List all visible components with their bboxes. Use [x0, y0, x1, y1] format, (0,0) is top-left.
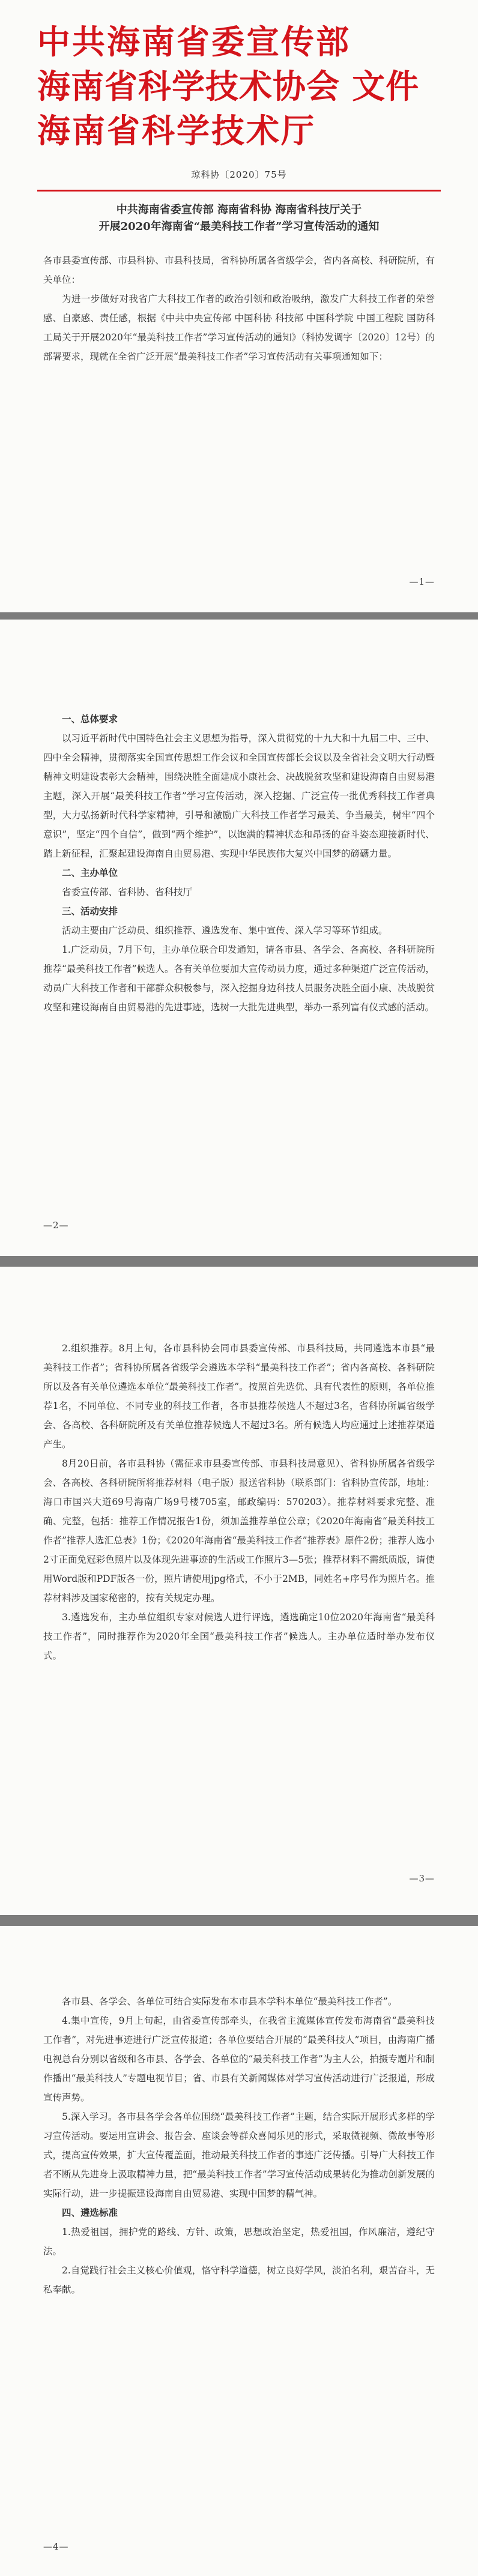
document-page-1	[0, 0, 478, 612]
paragraph: 以习近平新时代中国特色社会主义思想为指导，深入贯彻党的十九大和十九届二中、三中、四中全会精神，贯彻落实全国宣传思想工作会议和全国宣传部长会议以及全省社会文明大行动暨精神文明建设表彰大会精神，围绕决胜全面建成小康社会、决战脱贫攻坚和建设海南自由贸易港主题，深入开展“最美科技工作者”学习宣传活动，深入挖掘、广泛宣传一批优秀科技工作者典型，大力弘扬新时代科学家精神，引导和激励广大科技工作者学习最美、争当最美，树牢“四个意识”，坚定“四个自信”，做到“两个维护”，以饱满的精神状态和昂扬的奋斗姿态迎接新时代、踏上新征程，汇聚起建设海南自由贸易港、实现中华民族伟大复兴中国梦的磅礴力量。	[43, 733, 435, 859]
title-line-2: 开展2020年海南省“最美科技工作者”学习宣传活动的通知	[98, 220, 380, 233]
document-number: 琼科协〔2020〕75号	[191, 169, 287, 180]
page-number: —4—	[43, 2541, 69, 2552]
paragraph: 各市县、各学会、各单位可结合实际发布本市县本学科本单位“最美科技工作者”。	[62, 1996, 398, 2007]
issuer-line-1: 中共海南省委宣传部	[37, 23, 351, 61]
page-number: —3—	[409, 1873, 435, 1884]
page3-body	[43, 1339, 435, 1665]
paragraph: 省委宣传部、省科协、省科技厅	[62, 887, 193, 897]
page2-body	[43, 710, 435, 1017]
paragraph: 活动主要由广泛动员、组织推荐、遴选发布、集中宣传、深入学习等环节组成。	[62, 925, 388, 936]
paragraph: 3.遴选发布，主办单位组织专家对候选人进行评选，遴选确定10位2020年海南省“最美科技工作者”，同时推荐作为2020年全国“最美科技工作者”候选人。主办单位适时举办发布仪式。	[43, 1612, 435, 1661]
document-page-2	[0, 620, 478, 1256]
page1-body	[43, 251, 435, 366]
page-number: —1—	[409, 576, 435, 587]
paragraph: 2.组织推荐。8月上旬，各市县科协会同市县委宣传部、市县科技局，共同遴选本市县“最美科技工作者”；省科协所属各省级学会遴选本学科“最美科技工作者”；省内各高校、各科研院所以及各有关单位遴选本单位“最美科技工作者”。按照首先选优、具有代表性的原则，各单位推荐1名，不同单位、不同专业的科技工作者，各市县推荐候选人不超过3名，省科协所属省级学会、各高校、各科研院所及有关单位推荐候选人不超过3名。所有候选人均应通过上述推荐渠道产生。	[43, 1343, 435, 1450]
section-heading: 四、遴选标准	[62, 2207, 118, 2218]
issuer-line-3: 海南省科学技术厅	[37, 112, 316, 150]
paragraph: 5.深入学习。各市县各学会各单位围绕“最美科技工作者”主题，结合实际开展形式多样的学习宣传活动。要运用宣讲会、报告会、座谈会等群众喜闻乐见的形式，采取微视频、微故事等形式，提高宣传效果，扩大宣传覆盖面，推动最美科技工作者的事迹广泛传播。引导广大科技工作者不断从先进身上汲取精神力量，把“最美科技工作者”学习宣传活动成果转化为推动创新发展的实际行动，进一步提振建设海南自由贸易港、实现中国梦的精气神。	[43, 2111, 435, 2199]
document-page-3	[0, 1267, 478, 1915]
page4-body	[43, 1992, 435, 2299]
paragraph: 8月20日前，各市县科协（需征求市县委宣传部、市县科技局意见）、省科协所属各省级学会、各高校、各科研院所将推荐材料（电子版）报送省科协（联系部门：省科协宣传部，地址：海口市国兴大道69号海南广场9号楼705室，邮政编码：570203）。推荐材料要求完整、准确、完整，包括：推荐工作情况报告1份，须加盖推荐单位公章；《2020年海南省“最美科技工作者”推荐人选汇总表》1份；《2020年海南省“最美科技工作者”推荐表》原件2份；推荐人选小2寸正面免冠彩色照片以及体现先进事迹的生活或工作照片3—5张；推荐材料不需纸质版，请使用Word版和PDF版各一份，照片请使用jpg格式，不小于2MB，同姓名+序号作为照片名。推荐材料涉及国家秘密的，按有关规定办理。	[43, 1458, 435, 1603]
title-line-1: 中共海南省委宣传部 海南省科协 海南省科技厅关于	[116, 204, 362, 216]
document-page-4	[0, 1926, 478, 2576]
intro-paragraph: 为进一步做好对我省广大科技工作者的政治引领和政治吸纳，激发广大科技工作者的荣誉感、自豪感、责任感，根据《中共中央宣传部 中国科协 科技部 中国科学院 中国工程院 国防科工局关于开展2020年“最美科技工作者”学习宣传活动的通知》（科协发调字〔2020〕12号）的部署要求，现就在全省广泛开展“最美科技工作者”学习宣传活动有关事项通知如下：	[43, 294, 435, 362]
page-number: —2—	[43, 1220, 69, 1231]
paragraph: 1.广泛动员，7月下旬，主办单位联合印发通知，请各市县、各学会、各高校、各科研院所推荐“最美科技工作者”候选人。各有关单位要加大宣传动员力度，通过多种渠道广泛宣传活动，动员广大科技工作者和干部群众积极参与，深入挖掘身边科技人员服务决胜全面小康、决战脱贫攻坚和建设海南自由贸易港的先进事迹，选树一大批先进典型，举办一系列富有仪式感的活动。	[43, 944, 435, 1013]
section-heading: 三、活动安排	[62, 906, 118, 917]
red-divider	[37, 190, 441, 192]
section-heading: 二、主办单位	[62, 867, 118, 878]
issuer-line-2: 海南省科学技术协会 文件	[37, 67, 420, 106]
paragraph: 1.热爱祖国，拥护党的路线、方针、政策，思想政治坚定，热爱祖国，作风廉洁，遵纪守法。	[43, 2227, 435, 2257]
section-heading: 一、总体要求	[62, 714, 118, 725]
recipients: 各市县委宣传部、市县科协、市县科技局，省科协所属各省级学会，省内各高校、科研院所，有关单位：	[43, 255, 435, 285]
paragraph: 4.集中宣传，9月上旬起，由省委宣传部牵头，在我省主流媒体宣传发布海南省“最美科技工作者”，对先进事迹进行广泛宣传报道；各单位要结合开展的“最美科技人”项目，由海南广播电视总台分别以省级和各市县、各学会、各单位的“最美科技工作者”为主人公，拍摄专题片和制作播出“最美科技人”专题电视节目；省、市县有关新闻媒体对学习宣传活动进行广泛报道，形成宣传声势。	[43, 2015, 435, 2103]
paragraph: 2.自觉践行社会主义核心价值观，恪守科学道德，树立良好学风，淡泊名利，艰苦奋斗，无私奉献。	[43, 2265, 435, 2295]
